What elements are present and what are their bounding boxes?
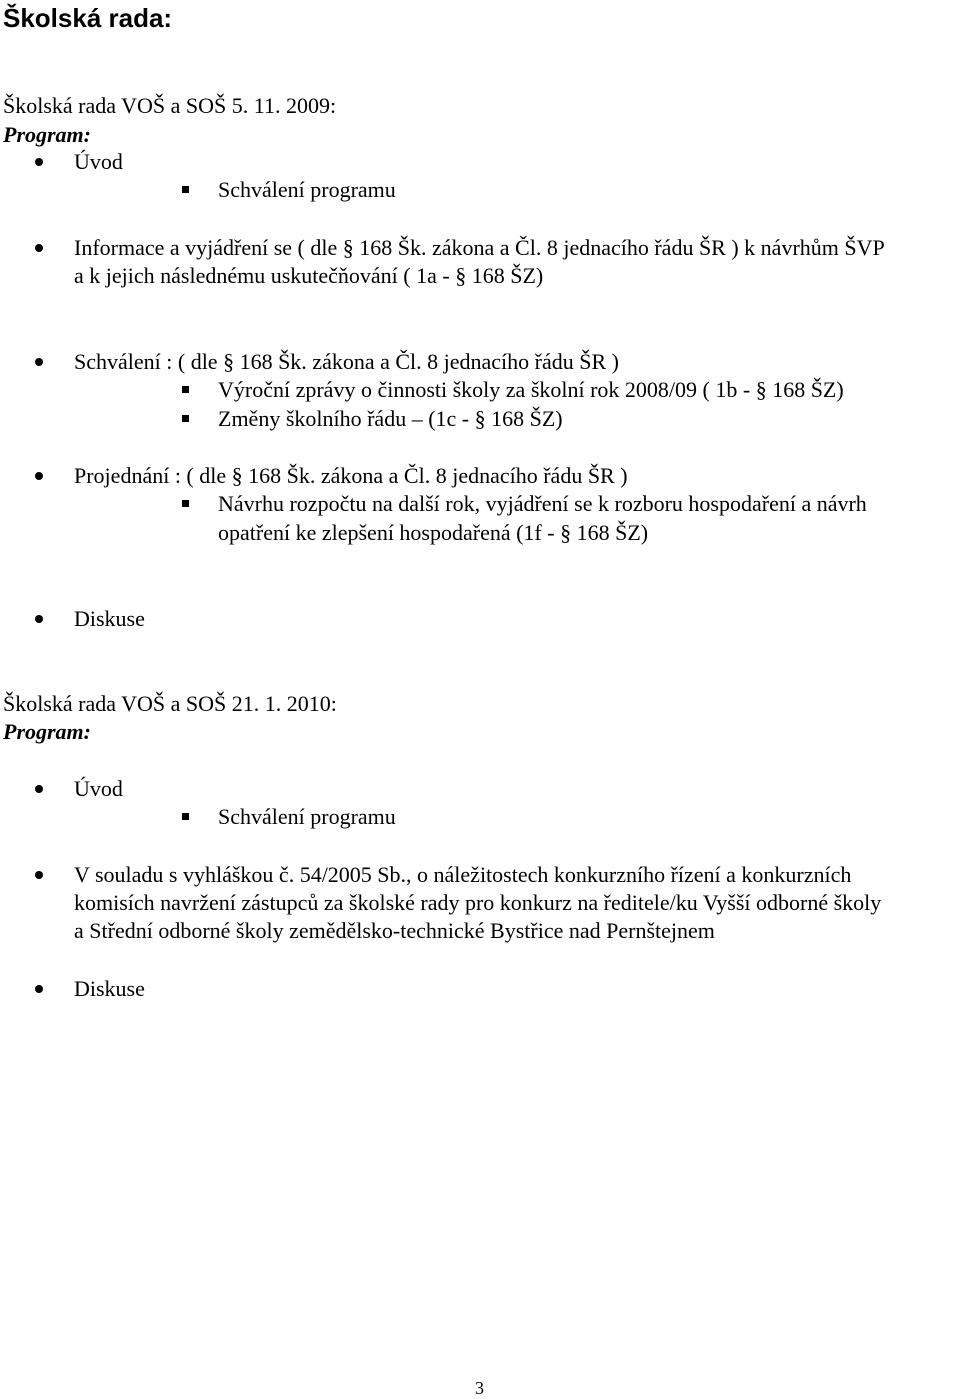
list-item: Úvod: [74, 776, 123, 801]
list-item: Diskuse: [74, 976, 145, 1001]
sub-list-item: Změny školního řádu – (1c - § 168 ŠZ): [218, 406, 563, 431]
section-heading-1: Školská rada VOŠ a SOŠ 5. 11. 2009:: [3, 93, 337, 118]
bullet-icon: [35, 615, 43, 623]
bullet-icon: [35, 871, 43, 879]
bullet-icon: [35, 472, 43, 480]
square-bullet-icon: [182, 813, 189, 820]
square-bullet-icon: [182, 186, 189, 193]
list-item-continuation: komisích navržení zástupců za školské rady pro konkurz na ředitele/ku Vyšší odborné školy: [74, 890, 882, 915]
list-item-continuation: a k jejich následnému uskutečňování ( 1a - § 168 ŠZ): [74, 263, 544, 288]
section-heading-2: Školská rada VOŠ a SOŠ 21. 1. 2010:: [3, 691, 337, 716]
list-item: Projednání : ( dle § 168 Šk. zákona a Čl. 8 jednacího řádu ŠR ): [74, 463, 628, 488]
page-title: Školská rada:: [3, 3, 173, 33]
list-item-continuation: a Střední odborné školy zemědělsko-technické Bystřice nad Pernštejnem: [74, 918, 715, 943]
list-item: Úvod: [74, 149, 123, 174]
sub-list-item: Návrhu rozpočtu na další rok, vyjádření se k rozboru hospodaření a návrh: [218, 491, 867, 516]
bullet-icon: [35, 158, 43, 166]
program-label-2: Program:: [3, 719, 91, 744]
bullet-icon: [35, 358, 43, 366]
sub-list-item-continuation: opatření ke zlepšení hospodařená (1f - § 168 ŠZ): [218, 520, 649, 545]
square-bullet-icon: [182, 415, 189, 422]
sub-list-item: Schválení programu: [218, 177, 396, 202]
sub-list-item: Schválení programu: [218, 804, 396, 829]
program-label-1: Program:: [3, 122, 91, 147]
page-number: 3: [475, 1378, 484, 1398]
sub-list-item: Výroční zprávy o činnosti školy za školní rok 2008/09 ( 1b - § 168 ŠZ): [218, 377, 844, 402]
bullet-icon: [35, 985, 43, 993]
list-item: Diskuse: [74, 606, 145, 631]
bullet-icon: [35, 244, 43, 252]
square-bullet-icon: [182, 386, 189, 393]
bullet-icon: [35, 785, 43, 793]
list-item: Schválení : ( dle § 168 Šk. zákona a Čl. 8 jednacího řádu ŠR ): [74, 349, 619, 374]
square-bullet-icon: [182, 500, 189, 507]
list-item: Informace a vyjádření se ( dle § 168 Šk. zákona a Čl. 8 jednacího řádu ŠR ) k návrhům ŠVP: [74, 235, 885, 260]
list-item: V souladu s vyhláškou č. 54/2005 Sb., o náležitostech konkurzního řízení a konkurzních: [74, 862, 852, 887]
